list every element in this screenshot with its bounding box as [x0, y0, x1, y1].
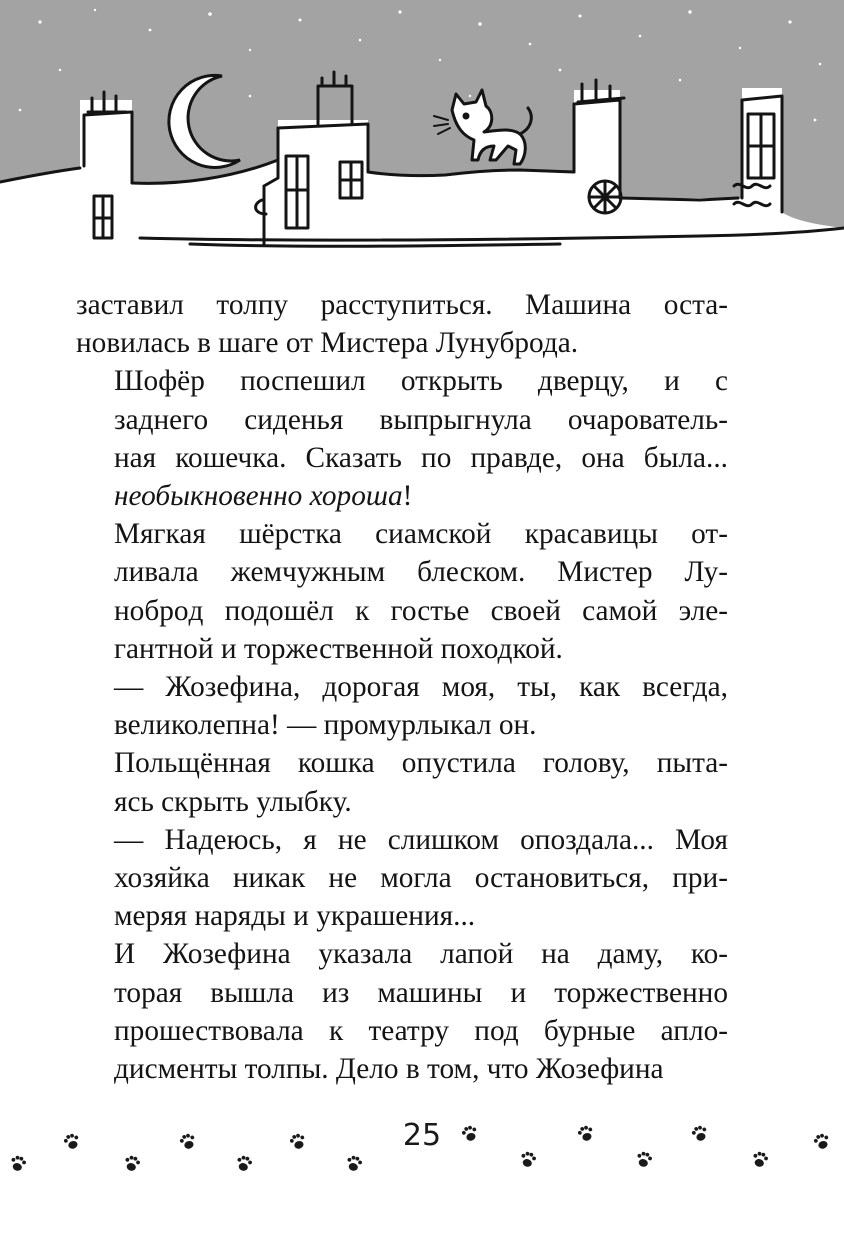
paw-print-icon	[63, 1132, 82, 1151]
text-line: меряя наряды и украшения...	[114, 900, 476, 933]
page-number: 25	[402, 1118, 442, 1153]
text-line: Польщённая кошка опустила голову, пыта-	[114, 747, 728, 780]
paw-print-icon	[235, 1155, 253, 1173]
text-line	[76, 477, 728, 515]
paragraph	[76, 362, 728, 515]
paw-print-icon	[289, 1132, 308, 1151]
paw-print-icon	[519, 1151, 537, 1169]
paragraph	[76, 515, 728, 668]
paragraph	[76, 744, 728, 820]
paw-print-icon	[179, 1132, 198, 1151]
text-line: — Надеюсь, я не слишком опоздала... Моя	[114, 823, 728, 856]
text-line: заднего сиденья выпрыгнула очарователь-	[114, 403, 728, 436]
paw-print-icon	[635, 1151, 653, 1169]
punctuation: !	[402, 480, 413, 513]
text-line: ясь скрыть улыбку.	[114, 785, 352, 818]
text-line: ная кошечка. Сказать по правде, она была...	[114, 441, 728, 474]
text-line: торая вышла из машины и торжественно	[114, 976, 728, 1009]
paw-print-icon	[123, 1155, 141, 1173]
text-line: новилась в шаге от Мистера Лунуброда.	[76, 327, 579, 360]
paragraph	[76, 668, 728, 744]
text-line: дисменты толпы. Дело в том, что Жозефина	[114, 1053, 664, 1086]
paw-print-icon	[345, 1155, 363, 1173]
paw-print-icon	[9, 1155, 27, 1173]
paragraph	[76, 935, 728, 1088]
text-line: прошествовала к театру под бурные апло-	[114, 1014, 728, 1047]
text-line: Мягкая шёрстка сиамской красавицы от-	[114, 518, 728, 551]
text-line: ливала жемчужным блеском. Мистер Лу-	[114, 556, 728, 589]
paw-print-icon	[691, 1124, 710, 1143]
paw-print-icon	[577, 1124, 596, 1143]
story-text	[76, 286, 728, 1088]
text-line: нобрoд подошёл к гостье своей самой эле-	[114, 594, 728, 627]
text-line: великолепна! — промурлыкал он.	[114, 709, 537, 742]
text-line: гантной и торжественной походкой.	[114, 632, 563, 665]
paragraph	[76, 821, 728, 936]
paw-print-icon	[751, 1151, 769, 1169]
paw-print-icon	[461, 1124, 480, 1143]
paragraph	[76, 286, 728, 362]
paw-print-icon	[813, 1132, 832, 1151]
text-line: заставил толпу расступиться. Машина оста-	[76, 289, 728, 321]
text-line: хозяйка никак не могла остановиться, при-	[114, 862, 728, 895]
emphasis-text: необыкновенно хороша	[114, 480, 403, 513]
text-line: И Жозефина указала лапой на даму, ко-	[114, 938, 728, 971]
text-line: — Жозефина, дорогая моя, ты, как всегда,	[114, 671, 728, 704]
text-line: Шофёр поспешил открыть дверцу, и с	[114, 365, 728, 398]
rooftop-night-illustration	[0, 0, 844, 280]
paw-print-border	[0, 1120, 844, 1180]
